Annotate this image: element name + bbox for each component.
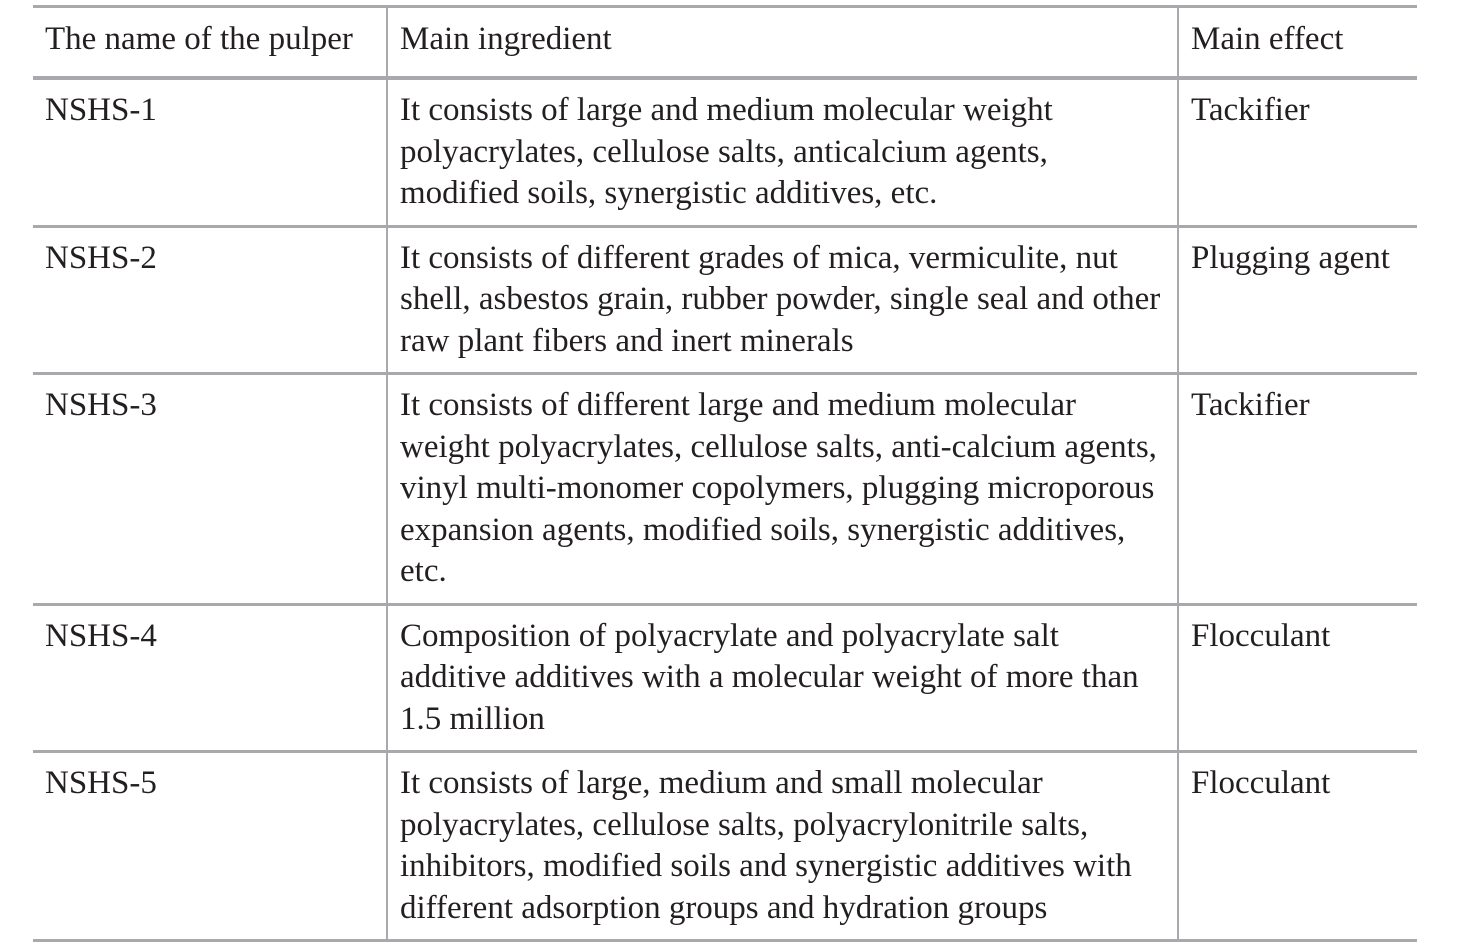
pulper-table xyxy=(33,5,1417,942)
table-row xyxy=(33,604,1417,752)
pulper-name-cell: NSHS-2 xyxy=(33,226,387,374)
main-ingredient-cell: It consists of different large and medium molecular weight polyacrylates, cellulose salts, anti-calcium agents, vinyl multi-monomer copolymers, plugging microporous expansion agents, modified soils, synergistic additives, etc. xyxy=(387,374,1178,605)
header-row xyxy=(33,7,1417,79)
header-pulper-name: The name of the pulper xyxy=(33,7,387,79)
main-effect-cell: Plugging agent xyxy=(1191,239,1390,276)
table-row xyxy=(33,78,1417,226)
pulper-name-cell: NSHS-5 xyxy=(33,752,387,941)
header-main-effect: Main effect xyxy=(1191,21,1344,57)
table-header xyxy=(33,7,1417,79)
main-ingredient-cell: It consists of large, medium and small molecular polyacrylates, cellulose salts, polyacrylonitrile salts, inhibitors, modified soils and synergistic additives with different adsorption groups and hydration groups xyxy=(387,752,1178,941)
main-effect-cell: Tackifier xyxy=(1191,387,1310,423)
table-row xyxy=(33,752,1417,941)
header-main-ingredient: Main ingredient xyxy=(387,7,1178,79)
table-body xyxy=(33,78,1417,941)
main-ingredient-cell: Composition of polyacrylate and polyacrylate salt additive additives with a molecular weight of more than 1.5 million xyxy=(387,604,1178,752)
main-effect-cell: Flocculant xyxy=(1191,617,1331,654)
table-row xyxy=(33,226,1417,374)
table-row xyxy=(33,374,1417,605)
main-effect-cell: Flocculant xyxy=(1191,765,1331,801)
pulper-name-cell: NSHS-1 xyxy=(33,78,387,226)
main-ingredient-cell: It consists of different grades of mica, vermiculite, nut shell, asbestos grain, rubber powder, single seal and other raw plant fibers and inert minerals xyxy=(387,226,1178,374)
pulper-name-cell: NSHS-3 xyxy=(33,374,387,605)
main-effect-cell: Tackifier xyxy=(1191,92,1310,128)
main-ingredient-cell: It consists of large and medium molecular weight polyacrylates, cellulose salts, anticalcium agents, modified soils, synergistic additives, etc. xyxy=(387,78,1178,226)
pulper-name-cell: NSHS-4 xyxy=(33,604,387,752)
